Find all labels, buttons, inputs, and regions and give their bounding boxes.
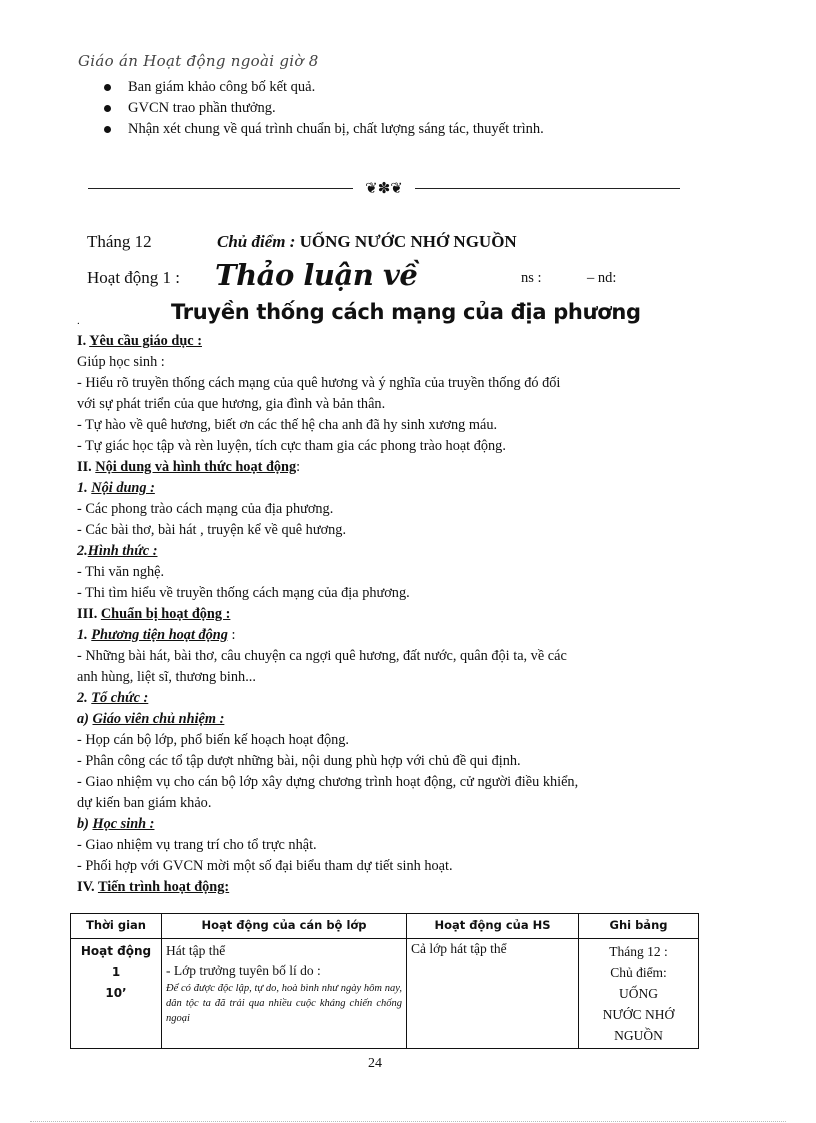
students-cell: Cả lớp hát tập thể: [407, 939, 579, 1049]
section-number: I.: [77, 333, 90, 349]
section-heading-1: [77, 331, 717, 352]
time-duration: 10’: [105, 986, 127, 1000]
section-title: Hình thức :: [87, 543, 158, 559]
paragraph-line: - Phân công các tổ tập dượt những bài, nội dung phù hợp với chủ đề qui định.: [77, 753, 521, 769]
section-divider: [88, 177, 680, 199]
board-cell: [579, 939, 699, 1049]
section-heading-3: [77, 604, 717, 625]
subsection-heading: [77, 688, 717, 709]
section-title: Tiến trình hoạt động:: [97, 879, 230, 895]
subsection-heading: [77, 478, 717, 499]
cell-line: Tháng 12 :: [609, 944, 668, 959]
section-heading-2: [77, 457, 717, 478]
paragraph-line: - Phối hợp với GVCN mời một số đại biểu tham dự tiết sinh hoạt.: [77, 858, 453, 874]
divider-line-right: [415, 188, 680, 189]
page-number: 24: [368, 1056, 382, 1071]
cell-line: UỐNG: [619, 986, 658, 1001]
subsection-heading: [77, 541, 717, 562]
stray-dot: .: [77, 315, 80, 327]
theme-heading: [217, 232, 517, 252]
section-colon: :: [227, 627, 236, 643]
cell-line: - Lớp trưởng tuyên bố lí do :: [166, 963, 321, 978]
ornament-icon: ❦✽❦: [365, 179, 403, 197]
cell-line: NGUỒN: [614, 1028, 663, 1043]
page-header: Giáo án Hoạt động ngoài giờ 8: [78, 52, 319, 70]
activity-table: [70, 913, 699, 1049]
subsection-heading: [77, 814, 717, 835]
month-label: Tháng 12: [87, 232, 152, 251]
section-number: 2.: [77, 690, 92, 706]
section-number: 1.: [77, 627, 92, 643]
time-activity: Hoạt động 1: [80, 944, 152, 979]
section-title: Nội dung :: [91, 480, 155, 496]
subsection-heading: [77, 625, 717, 646]
section-number: II.: [77, 459, 96, 475]
cell-line: NƯỚC NHỚ: [602, 1007, 675, 1022]
paragraph-line: Giúp học sinh :: [77, 354, 165, 370]
cell-line: Hát tập thể: [166, 943, 226, 958]
paragraph-line: - Tự hào về quê hương, biết ơn các thế hệ cha anh đã hy sinh xương máu.: [77, 417, 498, 433]
paragraph-line: với sự phát triển của que hương, gia đình và bản thân.: [77, 396, 386, 412]
cadre-cell: [162, 939, 407, 1049]
section-number: b): [77, 816, 93, 832]
nd-label: – nd:: [587, 270, 617, 286]
section-number: III.: [77, 606, 101, 622]
section-title: Nội dung và hình thức hoạt động: [95, 459, 297, 475]
section-title: Chuẩn bị hoạt động :: [100, 606, 231, 622]
cell-line: Chủ điểm:: [610, 965, 667, 980]
theme-label: Chủ điểm :: [217, 232, 296, 251]
section-title: Học sinh :: [92, 816, 155, 832]
list-item: Nhận xét chung về quá trình chuẩn bị, chất lượng sáng tác, thuyết trình.: [103, 119, 544, 140]
ns-label: ns :: [521, 270, 542, 286]
paragraph-line: - Thi văn nghệ.: [77, 564, 165, 580]
section-colon: :: [296, 459, 301, 475]
activity-label: Hoạt động 1 :: [87, 268, 181, 287]
lesson-body: [77, 331, 717, 898]
paragraph-line: - Các bài thơ, bài hát , truyện kể về quê hương.: [77, 522, 347, 538]
section-title: Phương tiện hoạt động: [91, 627, 228, 643]
time-cell: [71, 939, 162, 1049]
bullet-list: [103, 77, 544, 140]
section-number: IV.: [77, 879, 98, 895]
column-header: Hoạt động của HS: [407, 914, 579, 939]
page-title: Truyền thống cách mạng của địa phương: [171, 300, 641, 324]
divider-line-left: [88, 188, 353, 189]
section-number: 1.: [77, 480, 92, 496]
list-item: Ban giám khảo công bố kết quả.: [103, 77, 544, 98]
list-item: GVCN trao phần thưởng.: [103, 98, 544, 119]
footer-rule: [30, 1121, 786, 1122]
paragraph-line: - Tự giác học tập và rèn luyện, tích cực tham gia các phong trào hoạt động.: [77, 438, 506, 454]
activity-script-title: Thảo luận về: [215, 258, 418, 292]
paragraph-line: - Họp cán bộ lớp, phổ biến kế hoạch hoạt động.: [77, 732, 349, 748]
paragraph-line: - Các phong trào cách mạng của địa phương.: [77, 501, 334, 517]
paragraph-line: - Những bài hát, bài thơ, câu chuyện ca ngợi quê hương, đất nước, quân đội ta, về các: [77, 648, 567, 664]
column-header: Ghi bảng: [579, 914, 699, 939]
section-number: 2.: [77, 543, 88, 559]
cell-note: Để có được độc lập, tự do, hoà bình như ngày hôm nay, dân tộc ta đã trải qua nhiều cuộc kháng chiến chống ngoại: [166, 983, 402, 1024]
column-header: Hoạt động của cán bộ lớp: [162, 914, 407, 939]
theme-value: UỐNG NƯỚC NHỚ NGUỒN: [295, 232, 517, 251]
subsection-heading: [77, 709, 717, 730]
section-title: Giáo viên chủ nhiệm :: [92, 711, 225, 727]
section-title: Tổ chức :: [91, 690, 149, 706]
table-header-row: [71, 914, 699, 939]
paragraph-line: - Giao nhiệm vụ trang trí cho tổ trực nhật.: [77, 837, 317, 853]
paragraph-line: - Giao nhiệm vụ cho cán bộ lớp xây dựng chương trình hoạt động, cử người điều khiển,: [77, 774, 579, 790]
paragraph-line: anh hùng, liệt sĩ, thương binh...: [77, 669, 256, 685]
table-row: [71, 939, 699, 1049]
section-number: a): [77, 711, 93, 727]
column-header: Thời gian: [71, 914, 162, 939]
paragraph-line: - Thi tìm hiểu về truyền thống cách mạng của địa phương.: [77, 585, 410, 601]
section-heading-4: [77, 877, 717, 898]
section-title: Yêu cầu giáo dục :: [89, 333, 202, 349]
paragraph-line: - Hiểu rõ truyền thống cách mạng của quê hương và ý nghĩa của truyền thống đó đối: [77, 375, 561, 391]
paragraph-line: dự kiến ban giám khảo.: [77, 795, 212, 811]
